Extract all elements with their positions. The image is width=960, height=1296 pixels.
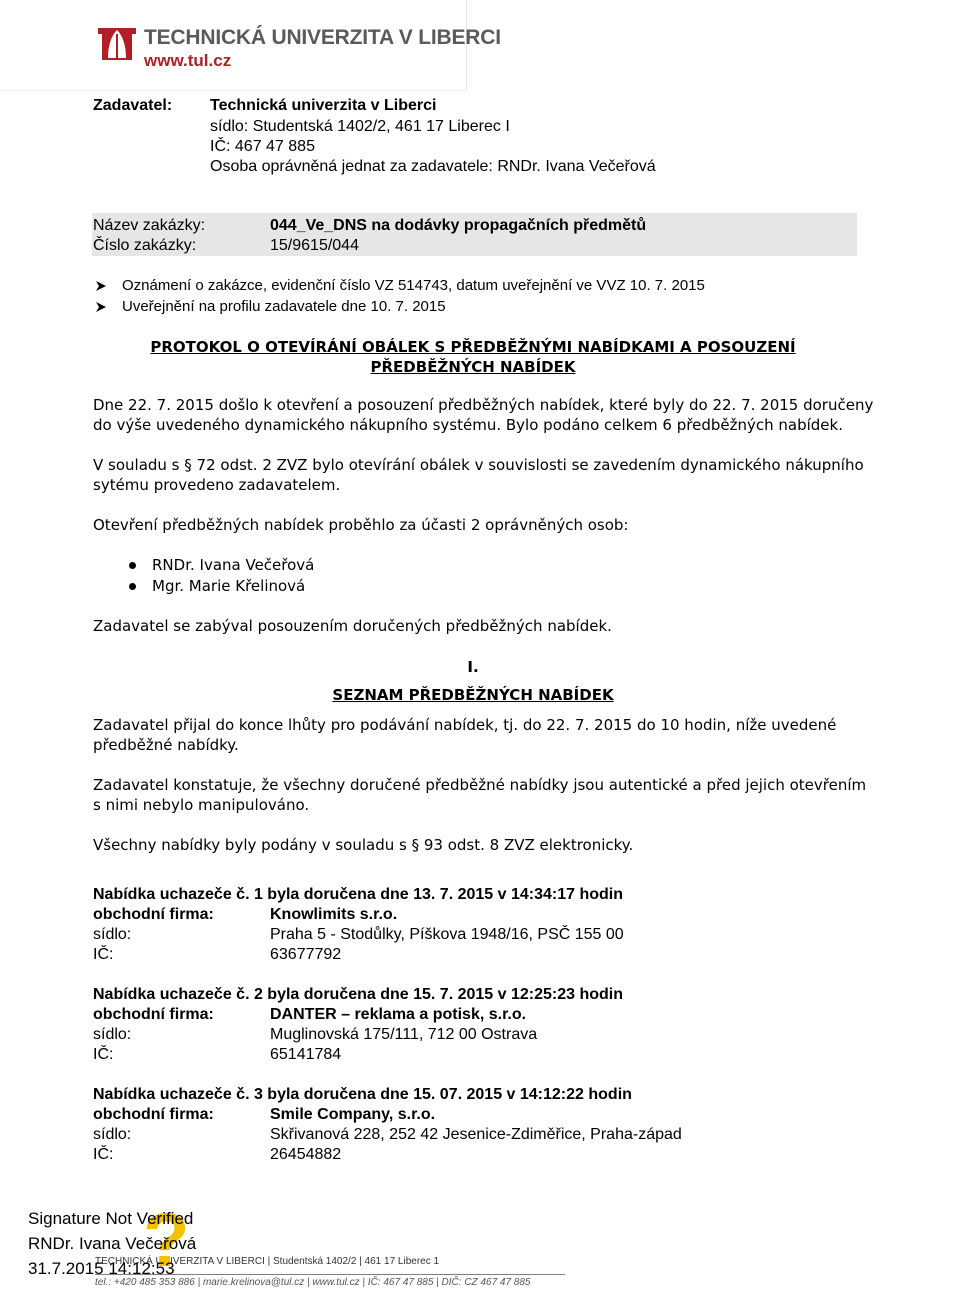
offer-firm-label: obchodní firma:	[93, 1106, 214, 1123]
offer-heading: Nabídka uchazeče č. 1 byla doručena dne 13. 7. 2015 v 14:34:17 hodin	[93, 886, 624, 903]
offer-ico-label: IČ:	[93, 1146, 114, 1163]
paragraph-line: Dne 22. 7. 2015 došlo k otevření a posouzení předběžných nabídek, které byly do 22. 7. 2015 doručeny	[93, 396, 874, 414]
list-bullet	[129, 562, 136, 569]
authority-ico: IČ: 467 47 885	[210, 138, 315, 155]
protocol-title-line1: PROTOKOL O OTEVÍRÁNÍ OBÁLEK S PŘEDBĚŽNÝMI NABÍDKAMI A POSOUZENÍ	[150, 338, 796, 356]
notice-item: Uveřejnění na profilu zadavatele dne 10. 7. 2015	[122, 298, 446, 315]
offer-ico-label: IČ:	[93, 946, 114, 963]
list-bullet	[129, 583, 136, 590]
authority-label: Zadavatel:	[93, 97, 173, 114]
offer-firm-label: obchodní firma:	[93, 906, 214, 923]
offer-ico: 65141784	[270, 1046, 342, 1063]
footer-address: TECHNICKÁ UNIVERZITA V LIBERCI | Studentská 1402/2 | 461 17 Liberec 1	[95, 1256, 440, 1267]
notice-item: Oznámení o zakázce, evidenční číslo VZ 514743, datum uveřejnění ve VVZ 10. 7. 2015	[122, 277, 705, 294]
contract-number-label: Číslo zakázky:	[93, 237, 197, 254]
offer-seat: Skřivanová 228, 252 42 Jesenice-Zdiměřice, Praha-západ	[270, 1126, 682, 1143]
signature-warning-icon: ?	[143, 1198, 190, 1283]
paragraph-line: Zadavatel konstatuje, že všechny doručené předběžné nabídky jsou autentické a před jejich otevřením	[93, 776, 867, 794]
paragraph-line: Zadavatel se zabýval posouzením doručených předběžných nabídek.	[93, 617, 612, 635]
offer-seat-label: sídlo:	[93, 1126, 132, 1143]
authority-seat: sídlo: Studentská 1402/2, 461 17 Liberec I	[210, 118, 510, 135]
offer-seat: Praha 5 - Stodůlky, Píškova 1948/16, PSČ 155 00	[270, 926, 624, 943]
paragraph-line: Zadavatel přijal do konce lhůty pro podávání nabídek, tj. do 22. 7. 2015 do 10 hodin, níže uvedené	[93, 716, 837, 734]
offer-firm: Knowlimits s.r.o.	[270, 906, 398, 923]
signature-name: RNDr. Ivana Večeřová	[28, 1234, 197, 1253]
logo-title: TECHNICKÁ UNIVERZITA V LIBERCI	[144, 26, 501, 49]
paragraph-line: V souladu s § 72 odst. 2 ZVZ bylo otevírání obálek v souvislosti se zavedením dynamického nákupního	[93, 456, 864, 474]
offer-ico-label: IČ:	[93, 1046, 114, 1063]
offer-seat: Muglinovská 175/111, 712 00 Ostrava	[270, 1026, 538, 1043]
paragraph-line: Otevření předběžných nabídek proběhlo za účasti 2 oprávněných osob:	[93, 516, 629, 534]
authority-name: Technická univerzita v Liberci	[210, 97, 437, 114]
person-item: Mgr. Marie Křelinová	[152, 577, 306, 595]
authority-representative: Osoba oprávněná jednat za zadavatele: RNDr. Ivana Večeřová	[210, 158, 656, 175]
paragraph-line: sytému provedeno zadavatelem.	[93, 476, 341, 494]
contract-name-label: Název zakázky:	[93, 217, 206, 234]
offer-ico: 63677792	[270, 946, 342, 963]
offer-heading: Nabídka uchazeče č. 2 byla doručena dne 15. 7. 2015 v 12:25:23 hodin	[93, 986, 624, 1003]
arrow-bullet-icon	[95, 301, 107, 313]
paragraph-line: s nimi nebylo manipulováno.	[93, 796, 310, 814]
contract-number: 15/9615/044	[270, 237, 359, 254]
section-number: I.	[467, 658, 479, 676]
signature-timestamp: 31.7.2015 14:12:53	[28, 1259, 175, 1278]
protocol-title-line2: PŘEDBĚŽNÝCH NABÍDEK	[370, 358, 576, 376]
arrow-bullet-icon	[95, 280, 107, 292]
offer-firm: Smile Company, s.r.o.	[270, 1106, 436, 1123]
university-logo-icon	[96, 24, 138, 64]
paragraph-line: předběžné nabídky.	[93, 736, 239, 754]
signature-status[interactable]: Signature Not Verified	[28, 1209, 194, 1228]
footer-contacts: tel.: +420 485 353 886 | marie.krelinova@tul.cz | www.tul.cz | IČ: 467 47 885 | DIČ: CZ 467 47 885	[95, 1277, 531, 1288]
logo-url[interactable]: www.tul.cz	[144, 51, 232, 70]
contract-name: 044_Ve_DNS na dodávky propagačních předmětů	[270, 217, 647, 234]
paragraph-line: do výše uvedeného dynamického nákupního systému. Bylo podáno celkem 6 předběžných nabídek.	[93, 416, 843, 434]
offer-firm: DANTER – reklama a potisk, s.r.o.	[270, 1006, 527, 1023]
offer-firm-label: obchodní firma:	[93, 1006, 214, 1023]
offer-heading: Nabídka uchazeče č. 3 byla doručena dne 15. 07. 2015 v 14:12:22 hodin	[93, 1086, 632, 1103]
offer-ico: 26454882	[270, 1146, 342, 1163]
section-title: SEZNAM PŘEDBĚŽNÝCH NABÍDEK	[332, 686, 614, 704]
offer-seat-label: sídlo:	[93, 1026, 132, 1043]
offer-seat-label: sídlo:	[93, 926, 132, 943]
paragraph-line: Všechny nabídky byly podány v souladu s § 93 odst. 8 ZVZ elektronicky.	[93, 836, 634, 854]
person-item: RNDr. Ivana Večeřová	[152, 556, 315, 574]
